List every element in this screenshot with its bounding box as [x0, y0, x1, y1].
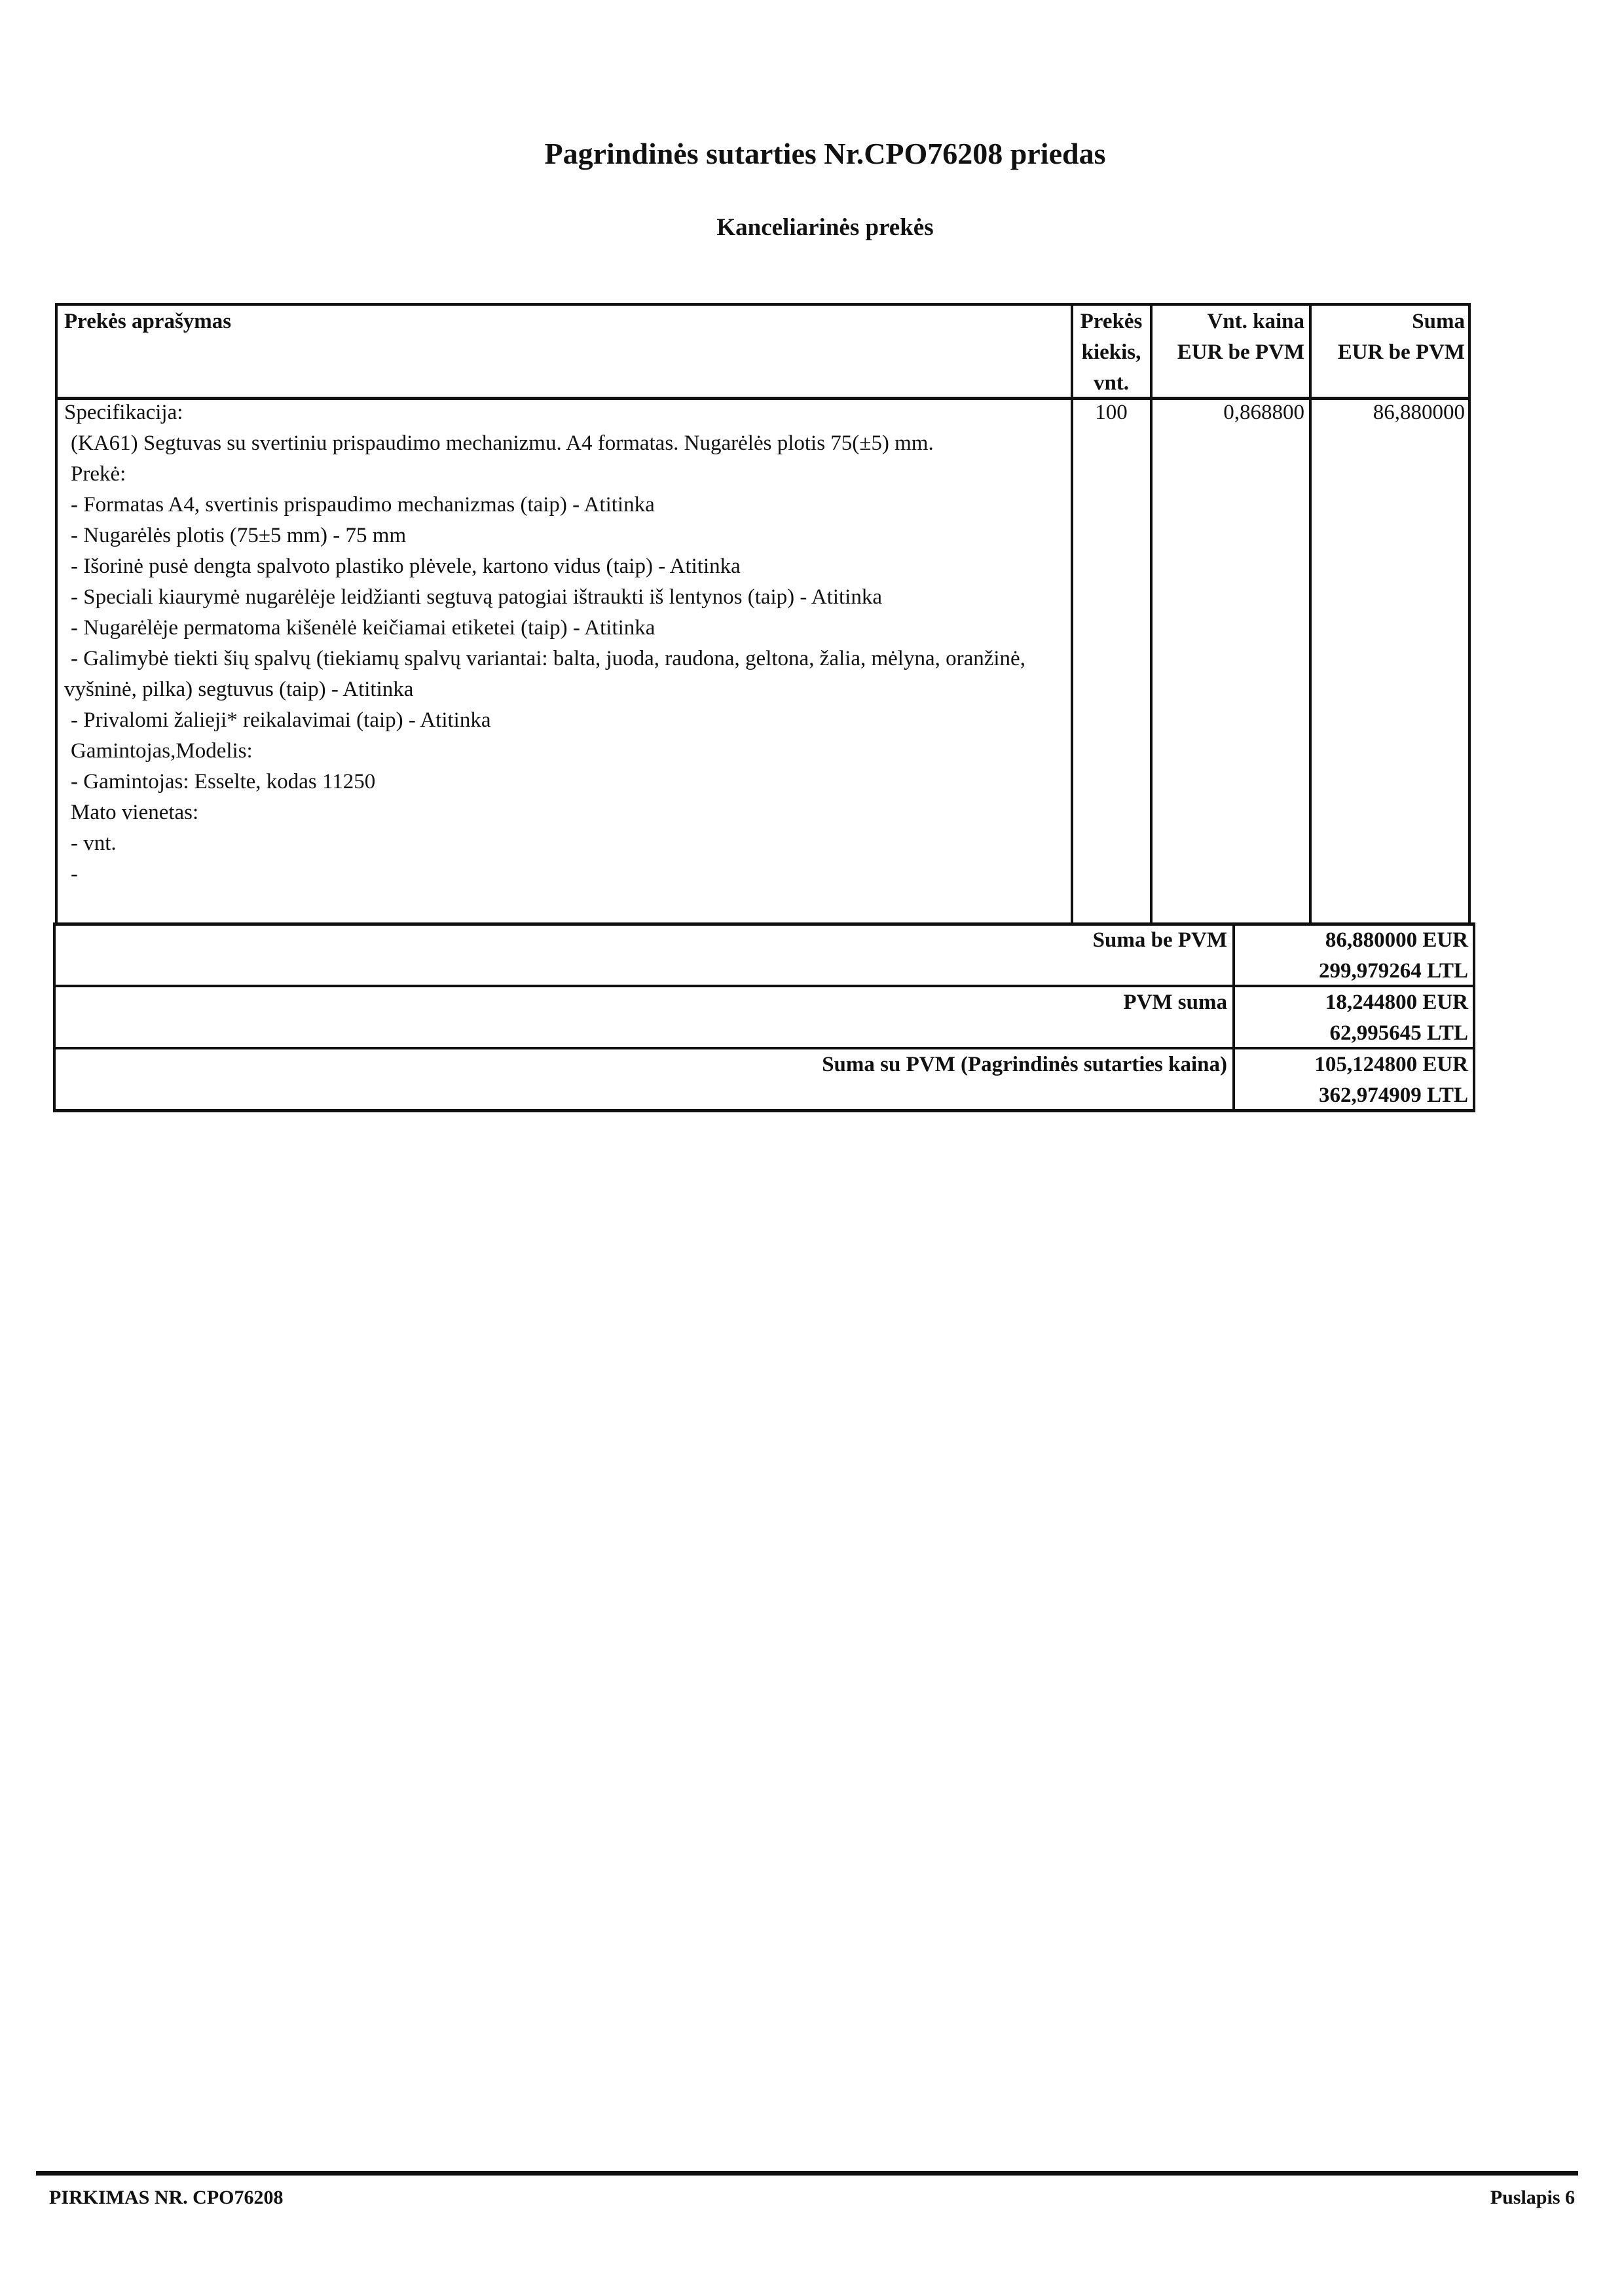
header-unit-price: [1154, 306, 1304, 368]
table-border-right: [1468, 303, 1471, 925]
column-divider: [1150, 303, 1153, 925]
description-line: Specifikacija:: [64, 401, 183, 424]
column-divider: [1071, 303, 1073, 925]
document-title: Pagrindinės sutarties Nr.CPO76208 priedas: [544, 137, 1106, 170]
total-value-gross: [1238, 1049, 1468, 1111]
footer-rule: [36, 2171, 1578, 2176]
header-description: Prekės aprašymas: [64, 310, 232, 333]
description-line: Gamintojas,Modelis:: [71, 739, 253, 763]
item-sum: 86,880000: [1373, 401, 1465, 424]
total-net-eur: 86,880000 EUR: [1325, 928, 1468, 952]
description-line: vyšninė, pilka) segtuvus (taip) - Atitinka: [64, 678, 414, 701]
total-label-net: Suma be PVM: [1092, 928, 1227, 952]
description-line: - Gamintojas: Esselte, kodas 11250: [71, 770, 376, 793]
description-line: - Išorinė pusė dengta spalvoto plastiko plėvele, kartono vidus (taip) - Atitinka: [71, 555, 741, 578]
table-border-left: [55, 303, 58, 925]
item-quantity: 100: [1095, 401, 1128, 424]
description-line: - Speciali kiaurymė nugarėlėje leidžianti segtuvą patogiai ištraukti iš lentynos (taip) - Atitinka: [71, 585, 882, 609]
footer-procurement-number: PIRKIMAS NR. CPO76208: [49, 2187, 284, 2208]
total-net-ltl: 299,979264 LTL: [1318, 959, 1468, 983]
description-line: - Formatas A4, svertinis prispaudimo mechanizmas (taip) - Atitinka: [71, 493, 655, 517]
total-label-vat: PVM suma: [1123, 991, 1227, 1014]
item-description: [64, 397, 1066, 890]
description-line: -: [71, 862, 78, 886]
footer-page-number: Puslapis 6: [1490, 2187, 1575, 2208]
total-value-net: [1238, 925, 1468, 987]
total-gross-ltl: 362,974909 LTL: [1318, 1084, 1468, 1107]
total-vat-eur: 18,244800 EUR: [1325, 991, 1468, 1014]
description-line: - Privalomi žalieji* reikalavimai (taip) - Atitinka: [71, 708, 491, 732]
description-line: - Nugarėlėje permatoma kišenėlė keičiamai etiketei (taip) - Atitinka: [71, 616, 655, 640]
description-line: - vnt.: [71, 831, 117, 855]
table-border-top: [55, 303, 1471, 306]
totals-column-divider: [1232, 922, 1235, 1112]
column-divider: [1309, 303, 1312, 925]
header-quantity: [1074, 306, 1149, 399]
header-unit-price-line: EUR be PVM: [1177, 340, 1304, 364]
total-label-gross: Suma su PVM (Pagrindinės sutarties kaina): [822, 1053, 1227, 1076]
totals-border-right: [1473, 922, 1475, 1112]
description-line: (KA61) Segtuvas su svertiniu prispaudimo mechanizmu. A4 formatas. Nugarėlės plotis 75(±5) mm.: [71, 431, 934, 455]
header-sum-line: Suma: [1412, 310, 1465, 333]
item-unit-price: 0,868800: [1223, 401, 1304, 424]
description-line: Mato vienetas:: [71, 801, 199, 824]
header-quantity-line: Prekės: [1080, 310, 1143, 333]
description-line: - Nugarėlės plotis (75±5 mm) - 75 mm: [71, 524, 407, 547]
totals-border-left: [53, 922, 56, 1112]
header-quantity-line: vnt.: [1093, 371, 1130, 395]
total-gross-eur: 105,124800 EUR: [1314, 1053, 1468, 1076]
header-unit-price-line: Vnt. kaina: [1207, 310, 1304, 333]
total-vat-ltl: 62,995645 LTL: [1329, 1021, 1468, 1045]
document-subtitle: Kanceliarinės prekės: [716, 214, 934, 241]
total-value-vat: [1238, 987, 1468, 1049]
description-line: Prekė:: [71, 462, 126, 486]
header-sum-line: EUR be PVM: [1337, 340, 1465, 364]
header-quantity-line: kiekis,: [1081, 340, 1141, 364]
description-line: - Galimybė tiekti šių spalvų (tiekiamų spalvų variantai: balta, juoda, raudona, geltona, žalia, mėlyna, oranžinė,: [71, 647, 1025, 670]
header-sum: [1313, 306, 1465, 368]
